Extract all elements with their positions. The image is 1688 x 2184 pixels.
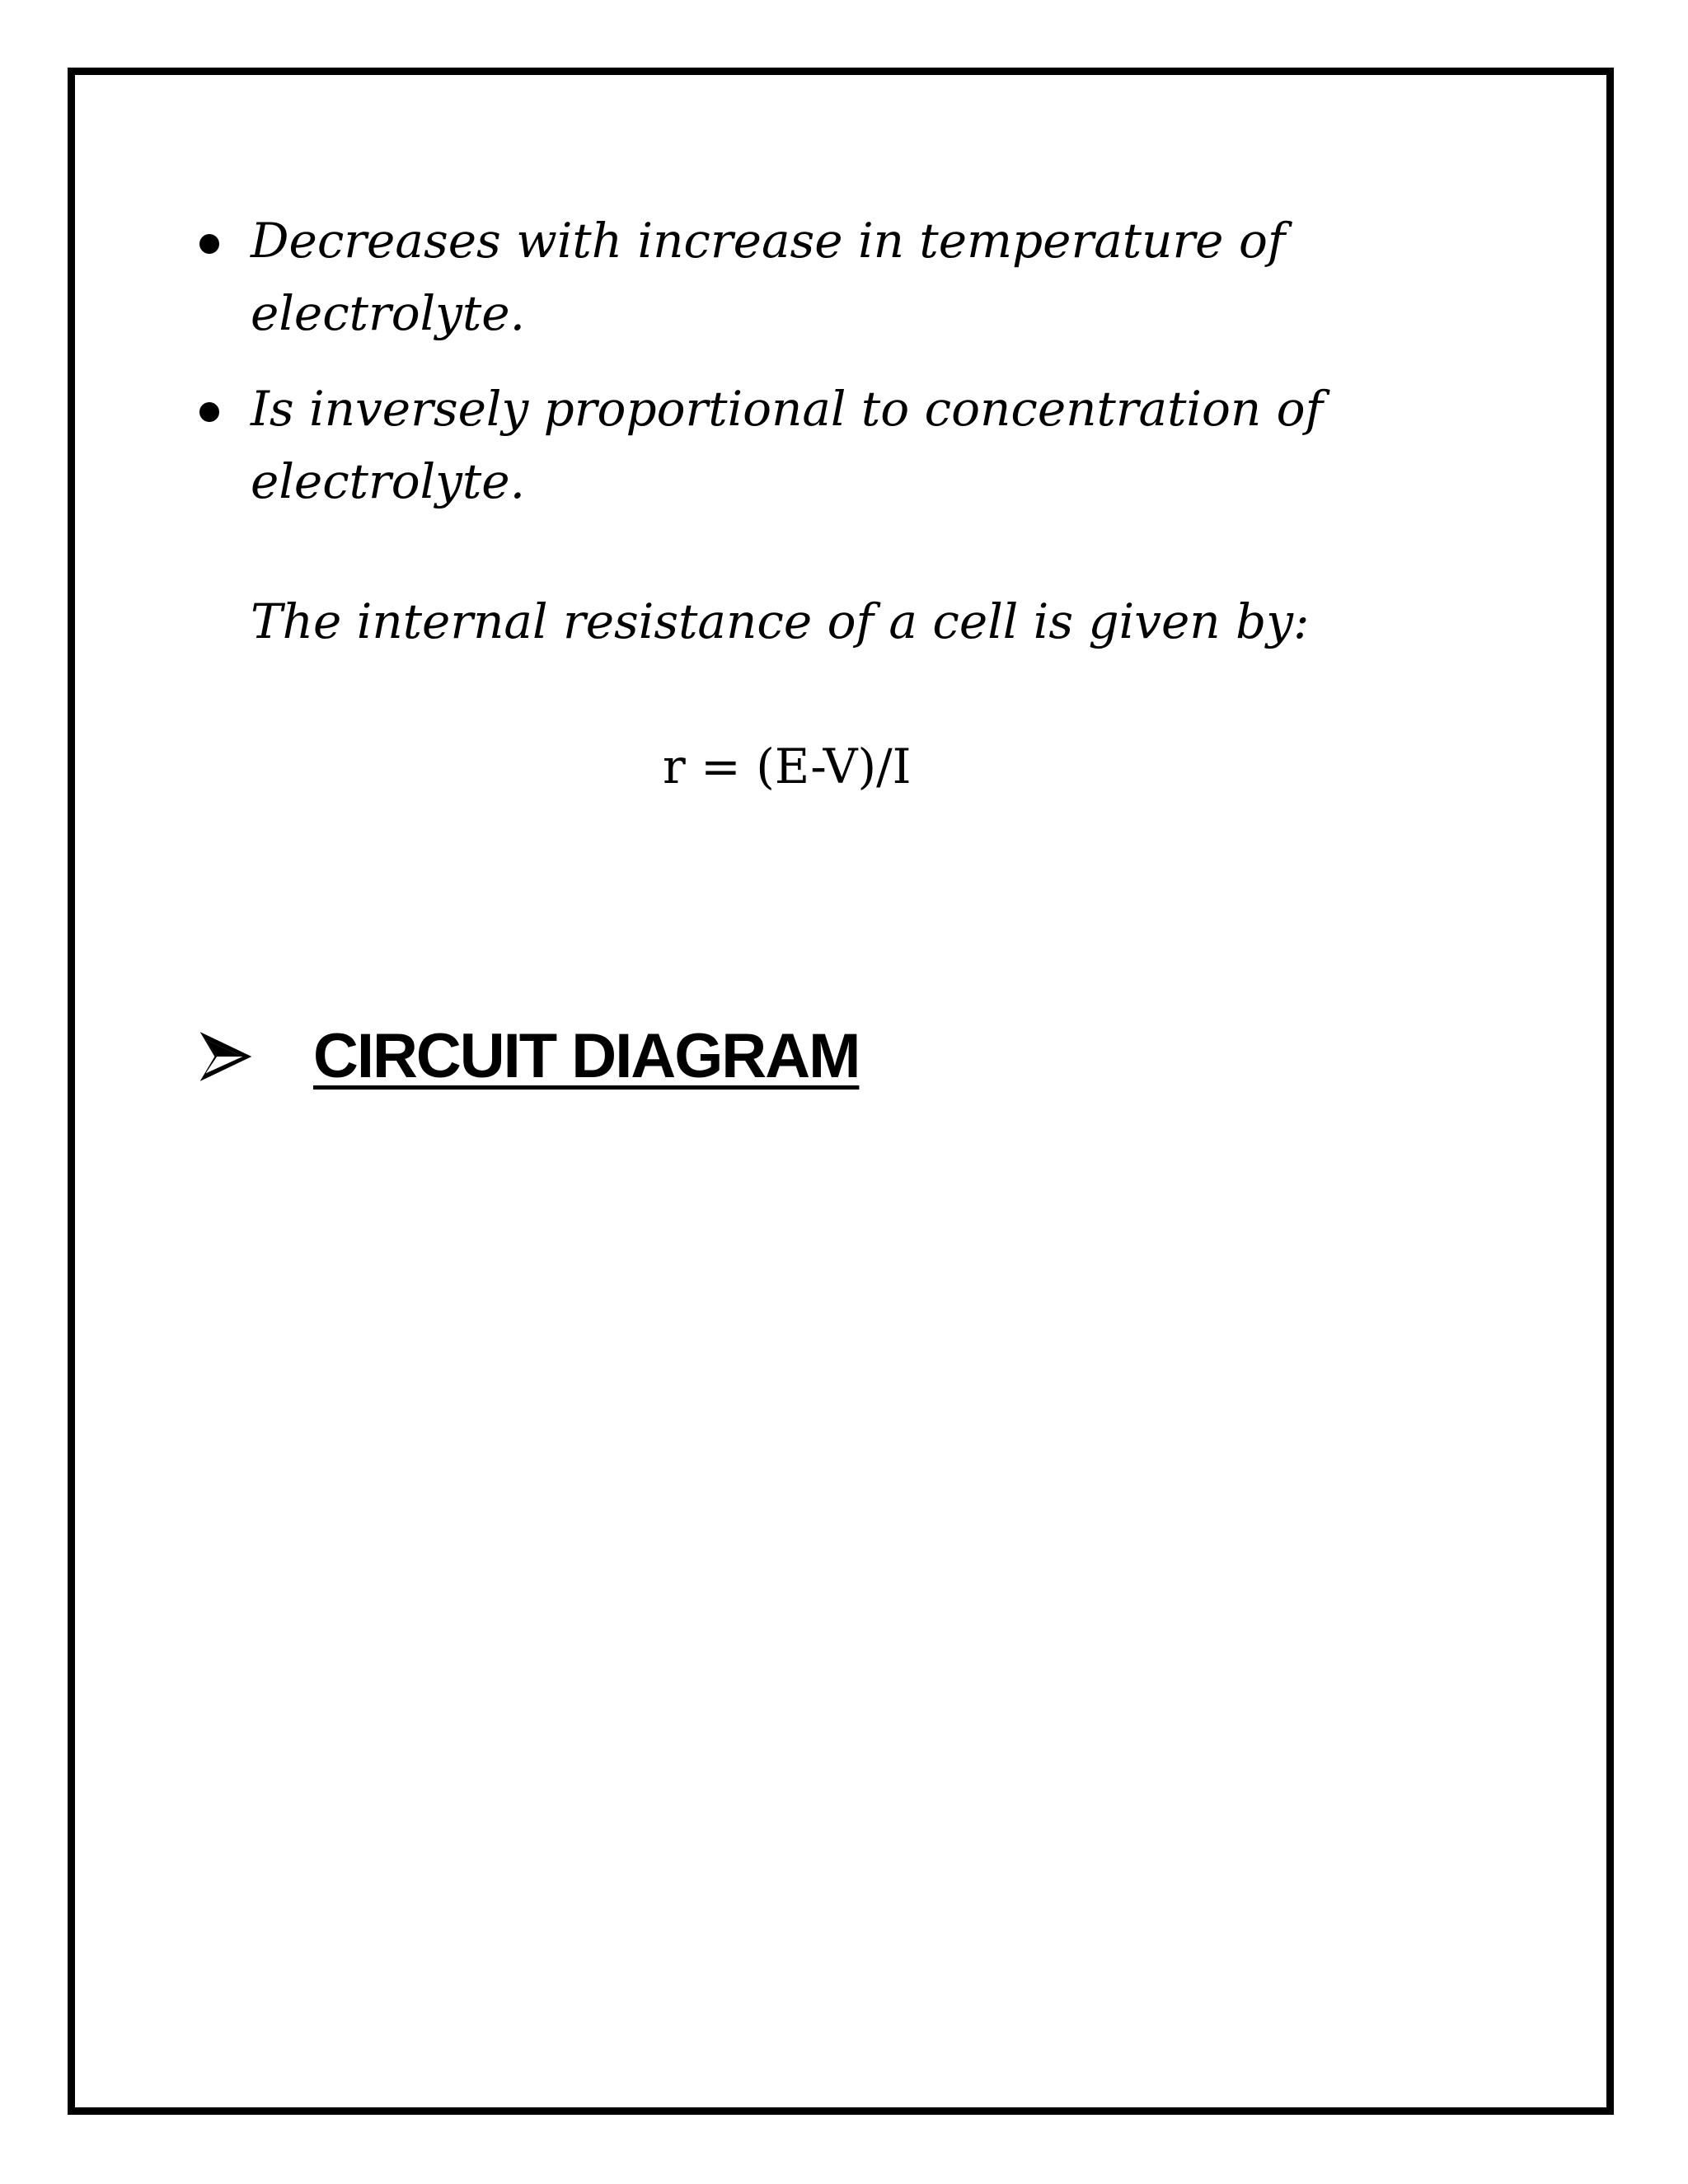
- intro-text: The internal resistance of a cell is given by:: [251, 593, 1310, 649]
- bullet-icon: [199, 234, 219, 254]
- diagram-area: [190, 1170, 1475, 2027]
- heading-text: CIRCUIT DIAGRAM: [313, 1021, 860, 1091]
- bullet-text: Decreases with increase in temperature of electrolyte.: [251, 213, 1286, 341]
- section-heading: [198, 1020, 859, 1092]
- property-list: [190, 204, 1475, 541]
- list-item: [190, 204, 1475, 349]
- list-item: [190, 373, 1475, 518]
- formula: r = (E-V)/I: [663, 738, 912, 794]
- arrow-right-icon: [198, 1029, 254, 1085]
- bullet-text: Is inversely proportional to concentration of electrolyte.: [251, 381, 1324, 509]
- bullet-icon: [199, 402, 219, 422]
